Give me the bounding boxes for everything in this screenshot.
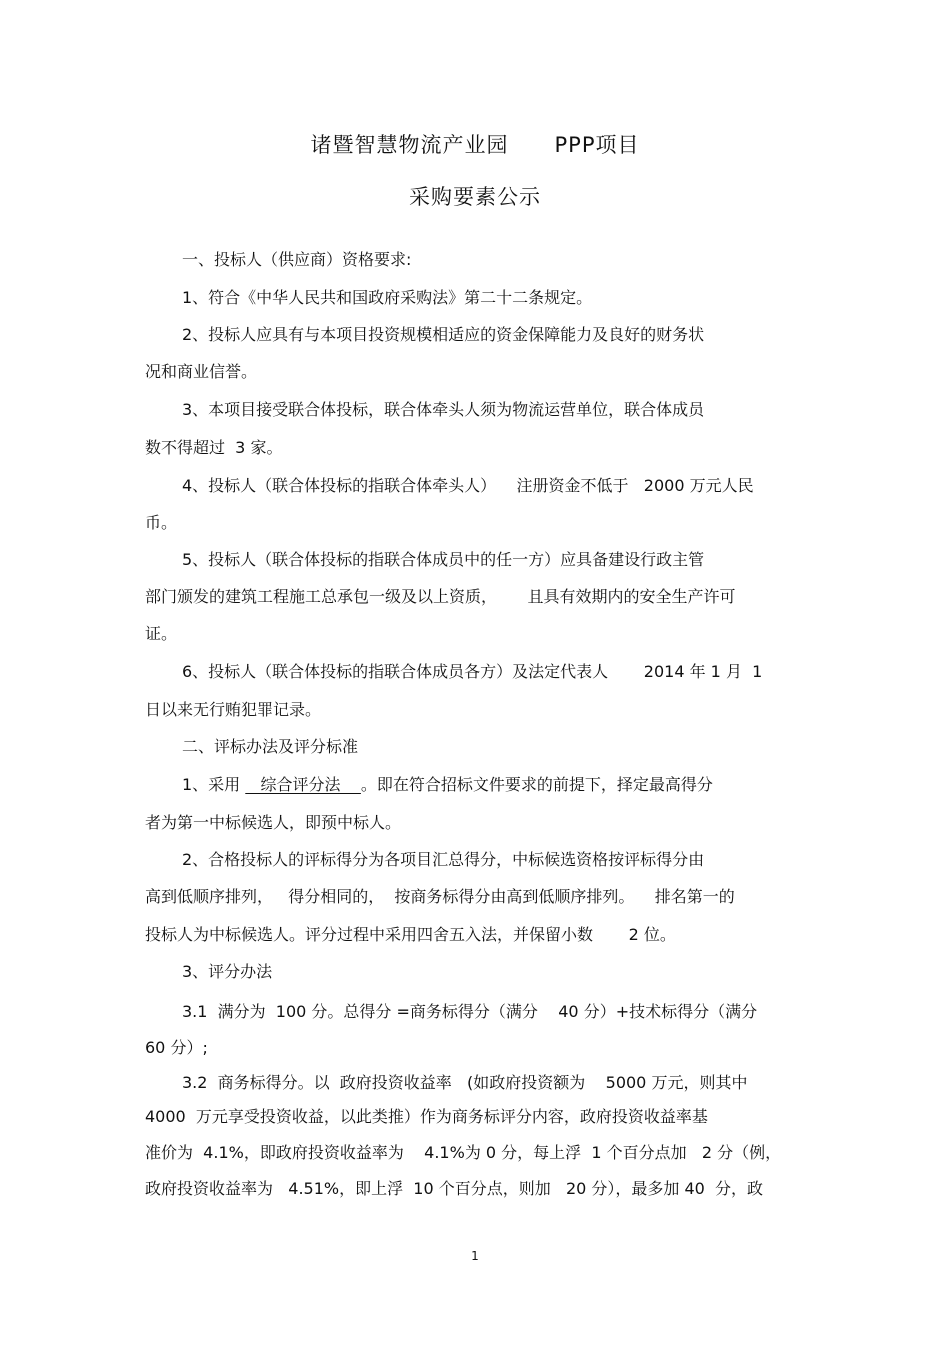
paragraph-line: 60 分）;	[145, 1038, 208, 1057]
page-number: 1	[471, 1249, 479, 1263]
paragraph-line: 2、合格投标人的评标得分为各项目汇总得分，中标候选资格按评标得分由	[182, 850, 705, 869]
paragraph-line: 者为第一中标候选人，即预中标人。	[145, 813, 402, 832]
paragraph-line: 日以来无行贿犯罪记录。	[145, 700, 322, 719]
paragraph-line: 政府投资收益率为 4.51%，即上浮 10 个百分点，则加 20 分），最多加 40 分，政	[145, 1179, 764, 1198]
paragraph-line: 3.1 满分为 100 分。总得分 =商务标得分（满分 40 分）+技术标得分（满分	[182, 1002, 758, 1021]
paragraph-line: 1、符合《中华人民共和国政府采购法》第二十二条规定。	[182, 288, 593, 307]
paragraph-line: 6、投标人（联合体投标的指联合体成员各方）及法定代表人 2014 年 1 月 1	[182, 662, 763, 681]
paragraph-line: 3.2 商务标得分。以 政府投资收益率 (如政府投资额为 5000 万元，则其中	[182, 1073, 748, 1092]
section-heading-qualifications: 一、投标人（供应商）资格要求:	[182, 250, 412, 269]
underlined-method: 综合评分法	[245, 775, 361, 794]
paragraph-line: 证。	[145, 624, 178, 643]
text-span: 。即在符合招标文件要求的前提下，择定最高得分	[360, 775, 713, 794]
document-subtitle: 采购要素公示	[409, 185, 541, 209]
paragraph-line: 3、本项目接受联合体投标，联合体牵头人须为物流运营单位，联合体成员	[182, 400, 705, 419]
document-title: 诸暨智慧物流产业园 PPP项目	[310, 133, 640, 157]
paragraph-line: 2、投标人应具有与本项目投资规模相适应的资金保障能力及良好的财务状	[182, 325, 705, 344]
paragraph-line: 高到低顺序排列， 得分相同的， 按商务标得分由高到低顺序排列。 排名第一的	[145, 887, 735, 906]
paragraph-line: 况和商业信誉。	[145, 362, 258, 381]
paragraph-line: 4000 万元享受投资收益，以此类推）作为商务标评分内容，政府投资收益率基	[145, 1107, 708, 1126]
paragraph-line	[182, 775, 713, 795]
paragraph-line: 数不得超过 3 家。	[145, 438, 283, 457]
paragraph-line: 部门颁发的建筑工程施工总承包一级及以上资质， 且具有效期内的安全生产许可	[145, 587, 736, 606]
paragraph-line: 4、投标人（联合体投标的指联合体牵头人） 注册资金不低于 2000 万元人民	[182, 476, 754, 495]
paragraph-line: 投标人为中标候选人。评分过程中采用四舍五入法，并保留小数 2 位。	[145, 925, 676, 944]
paragraph-line: 币。	[145, 513, 178, 532]
section-heading-evaluation: 二、评标办法及评分标准	[182, 737, 359, 756]
paragraph-line: 5、投标人（联合体投标的指联合体成员中的任一方）应具备建设行政主管	[182, 550, 705, 569]
paragraph-line: 准价为 4.1%，即政府投资收益率为 4.1%为 0 分，每上浮 1 个百分点加 2 分（例，	[145, 1143, 782, 1162]
section-heading-scoring: 3、评分办法	[182, 962, 273, 981]
text-span: 1、采用	[182, 775, 246, 794]
